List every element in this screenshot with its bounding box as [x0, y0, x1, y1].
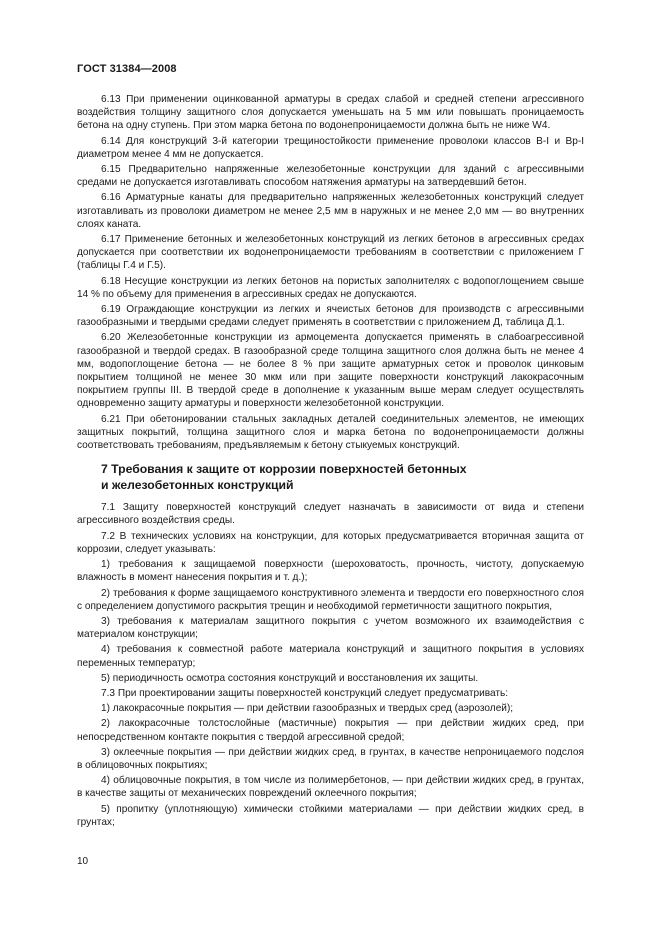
list-item-7-2-5: 5) периодичность осмотра состояния конструкций и восстановления их защиты.	[101, 672, 479, 684]
document-body	[77, 93, 584, 831]
list-item-7-3-5: 5) пропитку (уплотняющую) химически стойкими материалами — при действии жидких сред, в грунтах;	[77, 803, 584, 828]
list-item-7-2-4: 4) требования к совместной работе материала конструкций и защитного покрытия в условиях переменных температур;	[77, 644, 584, 669]
list-item-7-3-4: 4) облицовочные покрытия, в том числе из полимербетонов, — при действии жидких сред, в грунтах, в качестве защиты от механических повреждений оклеечного покрытия;	[77, 775, 584, 800]
paragraph-6-14: 6.14 Для конструкций 3-й категории трещиностойкости применение проволоки классов В-I и Вр-I диаметром менее 4 мм не допускается.	[77, 135, 584, 160]
list-item-7-3-1: 1) лакокрасочные покрытия — при действии газообразных и твердых сред (аэрозолей);	[101, 703, 514, 715]
list-item-7-3-3: 3) оклеечные покрытия — при действии жидких сред, в грунтах, в качестве непроницаемого подслоя в облицовочных покрытиях;	[77, 746, 584, 771]
paragraph-6-18: 6.18 Несущие конструкции из легких бетонов на пористых заполнителях с водопоглощением свыше 14 % по объему для применения в агрессивных средах не допускаются.	[77, 275, 584, 300]
page-number: 10	[77, 856, 89, 867]
section-title-line-2: и железобетонных конструкций	[101, 478, 294, 493]
list-item-7-2-3: 3) требования к материалам защитного покрытия с учетом возможного их взаимодействия с материалом конструкции;	[77, 615, 584, 641]
paragraph-6-16: 6.16 Арматурные канаты для предварительно напряженных железобетонных конструкций следует изготавливать из проволоки диаметром не менее 2,5 мм в наружных и не менее 2,0 мм — во внутренних слоях каната.	[77, 192, 584, 230]
section-title-line-1: 7 Требования к защите от коррозии поверхностей бетонных	[101, 462, 467, 477]
paragraph-7-3: 7.3 При проектировании защиты поверхностей конструкций следует предусматривать:	[101, 687, 509, 699]
paragraph-6-19: 6.19 Ограждающие конструкции из легких и ячеистых бетонов для производств с агрессивными газообразными и твердыми средами следует применять в соответствии с приложением Д, таблица Д.1.	[77, 304, 584, 329]
list-item-7-2-2: 2) требования к форме защищаемого конструктивного элемента и твердости его поверхностного слоя с определением допустимого раскрытия трещин и необходимой герметичности защитного покрытия,	[77, 587, 584, 612]
paragraph-6-15: 6.15 Предварительно напряженные железобетонные конструкции для зданий с агрессивными средами не допускается изготавливать способом натяжения арматуры на затвердевший бетон.	[77, 164, 584, 189]
paragraph-7-2: 7.2 В технических условиях на конструкции, для которых предусматривается вторичная защита от коррозии, следует указывать:	[77, 530, 584, 555]
paragraph-6-17: 6.17 Применение бетонных и железобетонных конструкций из легких бетонов в агрессивных средах допускается при соответствии их водонепроницаемости требованиям в соответствии с приложением Г (таблицы Г.4 и Г.5).	[77, 234, 584, 272]
paragraph-6-20: 6.20 Железобетонные конструкции из армоцемента допускается применять в слабоагрессивной газообразной и твердой средах. В газообразной среде толщина защитного слоя должна быть не менее 4 мм, водопоглощение бетона — не более 8 % при защите арматурных сеток и проволок цинковым покрытием толщиной не менее 30 мкм или при защите поверхности конструкций лакокрасочным покрытием группы III. В твердой среде в дополнение к указанным выше мерам следует осуществлять одновременно защиту арматуры и поверхности железобетонной конструкции.	[77, 332, 584, 410]
paragraph-6-13: 6.13 При применении оцинкованной арматуры в средах слабой и средней степени агрессивного воздействия толщину защитного слоя допускается уменьшать на 5 мм или повышать проницаемость бетона на одну ступень. При этом марка бетона по водонепроницаемости должна быть не ниже W4.	[77, 94, 584, 132]
list-item-7-2-1: 1) требования к защищаемой поверхности (шероховатость, прочность, чистоту, допускаемую влажность в момент нанесения покрытия и т. д.);	[77, 559, 584, 584]
paragraph-7-1: 7.1 Защиту поверхностей конструкций следует назначать в зависимости от вида и степени агрессивного воздействия среды.	[77, 502, 584, 527]
document-header: ГОСТ 31384—2008	[77, 63, 177, 75]
list-item-7-3-2: 2) лакокрасочные толстослойные (мастичные) покрытия — при действии жидких сред, при непосредственном контакте покрытия с твердой агрессивной средой;	[77, 718, 584, 743]
paragraph-6-21: 6.21 При обетонировании стальных закладных деталей соединительных элементов, не имеющих защитных покрытий, толщина защитного слоя и марка бетона по водонепроницаемости должны соответствовать требованиям, предъявляемым к бетону стыкуемых конструкций.	[77, 413, 584, 452]
section-7-title	[101, 461, 584, 493]
